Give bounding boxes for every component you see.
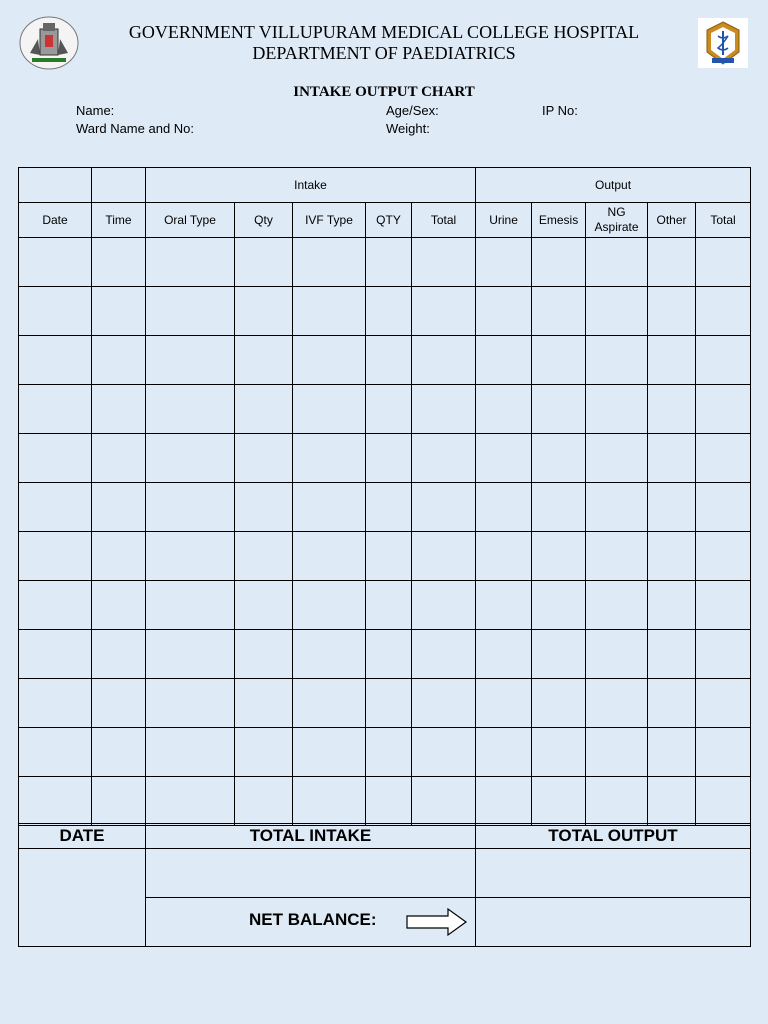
column-header-oral-type: Oral Type [146, 203, 235, 238]
column-header-date: Date [19, 203, 92, 238]
table-cell[interactable] [235, 336, 293, 385]
age-sex-field: Age/Sex: [386, 103, 439, 118]
table-row [19, 287, 751, 336]
table-cell[interactable] [235, 238, 293, 287]
table-cell[interactable] [696, 238, 751, 287]
table-cell[interactable] [92, 630, 146, 679]
table-cell[interactable] [648, 385, 696, 434]
column-header-ivf-qty: QTY [366, 203, 412, 238]
table-cell[interactable] [532, 287, 586, 336]
table-row [19, 679, 751, 728]
table-cell[interactable] [235, 777, 293, 826]
table-row [19, 532, 751, 581]
table-cell[interactable] [293, 581, 366, 630]
table-cell[interactable] [92, 581, 146, 630]
table-cell[interactable] [532, 336, 586, 385]
column-header-time: Time [92, 203, 146, 238]
table-cell[interactable] [586, 679, 648, 728]
table-cell[interactable] [146, 385, 235, 434]
table-row [19, 483, 751, 532]
table-cell[interactable] [146, 483, 235, 532]
table-cell[interactable] [476, 679, 532, 728]
table-cell[interactable] [19, 287, 92, 336]
table-cell[interactable] [532, 581, 586, 630]
table-cell[interactable] [476, 630, 532, 679]
column-header-output-total: Total [696, 203, 751, 238]
table-cell[interactable] [235, 532, 293, 581]
table-cell[interactable] [586, 385, 648, 434]
table-row [19, 777, 751, 826]
table-cell[interactable] [648, 287, 696, 336]
table-cell[interactable] [412, 728, 476, 777]
table-cell[interactable] [366, 287, 412, 336]
table-cell[interactable] [412, 434, 476, 483]
table-cell[interactable] [586, 728, 648, 777]
table-cell[interactable] [648, 483, 696, 532]
table-cell[interactable] [146, 336, 235, 385]
table-cell[interactable] [146, 679, 235, 728]
table-cell[interactable] [366, 532, 412, 581]
table-cell[interactable] [696, 287, 751, 336]
table-cell[interactable] [532, 630, 586, 679]
net-balance-label: NET BALANCE: [249, 910, 377, 929]
table-cell[interactable] [648, 532, 696, 581]
table-cell[interactable] [19, 434, 92, 483]
table-cell[interactable] [92, 728, 146, 777]
table-cell[interactable] [476, 581, 532, 630]
summary-date-cell[interactable] [19, 849, 146, 947]
name-field: Name: [76, 103, 115, 118]
table-cell[interactable] [532, 777, 586, 826]
table-cell[interactable] [293, 679, 366, 728]
table-cell[interactable] [366, 238, 412, 287]
table-cell[interactable] [293, 434, 366, 483]
table-cell[interactable] [19, 238, 92, 287]
table-cell[interactable] [696, 630, 751, 679]
table-cell[interactable] [146, 777, 235, 826]
table-cell[interactable] [412, 483, 476, 532]
column-header-intake-total: Total [412, 203, 476, 238]
table-cell[interactable] [92, 434, 146, 483]
total-output-cell[interactable] [476, 849, 751, 898]
table-row [19, 581, 751, 630]
summary-date-header: DATE [19, 824, 146, 849]
table-cell[interactable] [146, 532, 235, 581]
table-cell[interactable] [19, 728, 92, 777]
table-cell[interactable] [235, 483, 293, 532]
table-row [19, 630, 751, 679]
table-cell[interactable] [586, 630, 648, 679]
table-cell[interactable] [412, 238, 476, 287]
table-cell[interactable] [92, 287, 146, 336]
table-cell[interactable] [586, 483, 648, 532]
total-output-header: TOTAL OUTPUT [476, 824, 751, 849]
ward-field: Ward Name and No: [76, 121, 195, 136]
table-cell[interactable] [586, 532, 648, 581]
table-cell[interactable] [648, 630, 696, 679]
table-cell[interactable] [532, 385, 586, 434]
table-row [19, 728, 751, 777]
table-cell[interactable] [146, 728, 235, 777]
table-cell[interactable] [476, 483, 532, 532]
table-cell[interactable] [146, 630, 235, 679]
ip-no-field: IP No: [542, 103, 578, 118]
table-cell[interactable] [235, 434, 293, 483]
table-cell[interactable] [19, 679, 92, 728]
table-cell[interactable] [92, 385, 146, 434]
table-cell[interactable] [476, 238, 532, 287]
table-cell[interactable] [19, 483, 92, 532]
table-cell[interactable] [648, 777, 696, 826]
column-header-qty: Qty [235, 203, 293, 238]
table-cell[interactable] [412, 532, 476, 581]
column-header-ivf-type: IVF Type [293, 203, 366, 238]
blank-header-cell [19, 168, 92, 203]
table-cell[interactable] [532, 679, 586, 728]
table-cell[interactable] [412, 679, 476, 728]
table-cell[interactable] [412, 777, 476, 826]
table-cell[interactable] [366, 336, 412, 385]
table-cell[interactable] [586, 434, 648, 483]
table-cell[interactable] [146, 238, 235, 287]
table-cell[interactable] [92, 777, 146, 826]
blank-header-cell [92, 168, 146, 203]
table-cell[interactable] [412, 385, 476, 434]
table-cell[interactable] [92, 238, 146, 287]
table-cell[interactable] [293, 336, 366, 385]
net-balance-value-cell[interactable] [476, 898, 751, 947]
table-cell[interactable] [696, 483, 751, 532]
table-cell[interactable] [696, 434, 751, 483]
table-cell[interactable] [366, 483, 412, 532]
total-intake-header: TOTAL INTAKE [146, 824, 476, 849]
net-balance-cell [146, 898, 476, 947]
table-cell[interactable] [235, 728, 293, 777]
table-cell[interactable] [19, 777, 92, 826]
table-cell[interactable] [19, 630, 92, 679]
table-cell[interactable] [293, 777, 366, 826]
table-cell[interactable] [648, 679, 696, 728]
right-arrow-icon [406, 907, 468, 937]
output-group-header: Output [476, 168, 751, 203]
table-cell[interactable] [146, 287, 235, 336]
table-cell[interactable] [696, 581, 751, 630]
department-name: DEPARTMENT OF PAEDIATRICS [252, 43, 516, 63]
table-cell[interactable] [696, 385, 751, 434]
table-cell[interactable] [586, 238, 648, 287]
table-cell[interactable] [19, 336, 92, 385]
table-cell[interactable] [235, 581, 293, 630]
table-cell[interactable] [92, 679, 146, 728]
table-cell[interactable] [92, 336, 146, 385]
table-cell[interactable] [476, 434, 532, 483]
table-row [19, 434, 751, 483]
table-cell[interactable] [696, 777, 751, 826]
table-cell[interactable] [235, 287, 293, 336]
table-cell[interactable] [532, 532, 586, 581]
weight-field: Weight: [386, 121, 430, 136]
table-cell[interactable] [532, 728, 586, 777]
intake-output-table [18, 167, 751, 826]
table-row [19, 385, 751, 434]
table-row [19, 238, 751, 287]
column-header-emesis: Emesis [532, 203, 586, 238]
table-cell[interactable] [532, 238, 586, 287]
table-cell[interactable] [146, 581, 235, 630]
hospital-name: GOVERNMENT VILLUPURAM MEDICAL COLLEGE HOSPITAL [128, 22, 640, 42]
table-cell[interactable] [366, 630, 412, 679]
table-cell[interactable] [293, 532, 366, 581]
table-cell[interactable] [412, 581, 476, 630]
table-cell[interactable] [92, 532, 146, 581]
table-cell[interactable] [696, 679, 751, 728]
table-cell[interactable] [532, 483, 586, 532]
table-cell[interactable] [366, 434, 412, 483]
table-cell[interactable] [235, 679, 293, 728]
table-cell[interactable] [476, 532, 532, 581]
table-cell[interactable] [235, 630, 293, 679]
table-cell[interactable] [696, 336, 751, 385]
table-cell[interactable] [476, 777, 532, 826]
table-cell[interactable] [476, 287, 532, 336]
table-cell[interactable] [366, 777, 412, 826]
table-cell[interactable] [476, 728, 532, 777]
table-cell[interactable] [293, 483, 366, 532]
table-row [19, 336, 751, 385]
table-cell[interactable] [146, 434, 235, 483]
table-cell[interactable] [586, 287, 648, 336]
table-cell[interactable] [293, 630, 366, 679]
chart-title: INTAKE OUTPUT CHART [293, 84, 475, 100]
table-cell[interactable] [696, 532, 751, 581]
table-cell[interactable] [648, 336, 696, 385]
table-cell[interactable] [648, 581, 696, 630]
table-cell[interactable] [412, 630, 476, 679]
table-cell[interactable] [366, 728, 412, 777]
table-cell[interactable] [412, 336, 476, 385]
table-cell[interactable] [235, 385, 293, 434]
table-cell[interactable] [696, 728, 751, 777]
table-cell[interactable] [648, 728, 696, 777]
hospital-header [0, 22, 768, 64]
column-header-other: Other [648, 203, 696, 238]
table-cell[interactable] [19, 385, 92, 434]
table-cell[interactable] [648, 434, 696, 483]
total-intake-cell[interactable] [146, 849, 476, 898]
table-cell[interactable] [412, 287, 476, 336]
table-cell[interactable] [366, 581, 412, 630]
table-cell[interactable] [648, 238, 696, 287]
table-cell[interactable] [92, 483, 146, 532]
table-cell[interactable] [586, 336, 648, 385]
table-cell[interactable] [586, 777, 648, 826]
table-cell[interactable] [476, 385, 532, 434]
table-cell[interactable] [366, 385, 412, 434]
intake-group-header: Intake [146, 168, 476, 203]
table-cell[interactable] [19, 581, 92, 630]
table-cell[interactable] [293, 238, 366, 287]
table-cell[interactable] [532, 434, 586, 483]
table-cell[interactable] [19, 532, 92, 581]
table-cell[interactable] [293, 385, 366, 434]
column-header-urine: Urine [476, 203, 532, 238]
table-cell[interactable] [293, 287, 366, 336]
summary-table [18, 823, 751, 947]
table-cell[interactable] [476, 336, 532, 385]
column-header-ng-aspirate: NG Aspirate [586, 203, 648, 238]
table-cell[interactable] [586, 581, 648, 630]
table-cell[interactable] [293, 728, 366, 777]
table-cell[interactable] [366, 679, 412, 728]
